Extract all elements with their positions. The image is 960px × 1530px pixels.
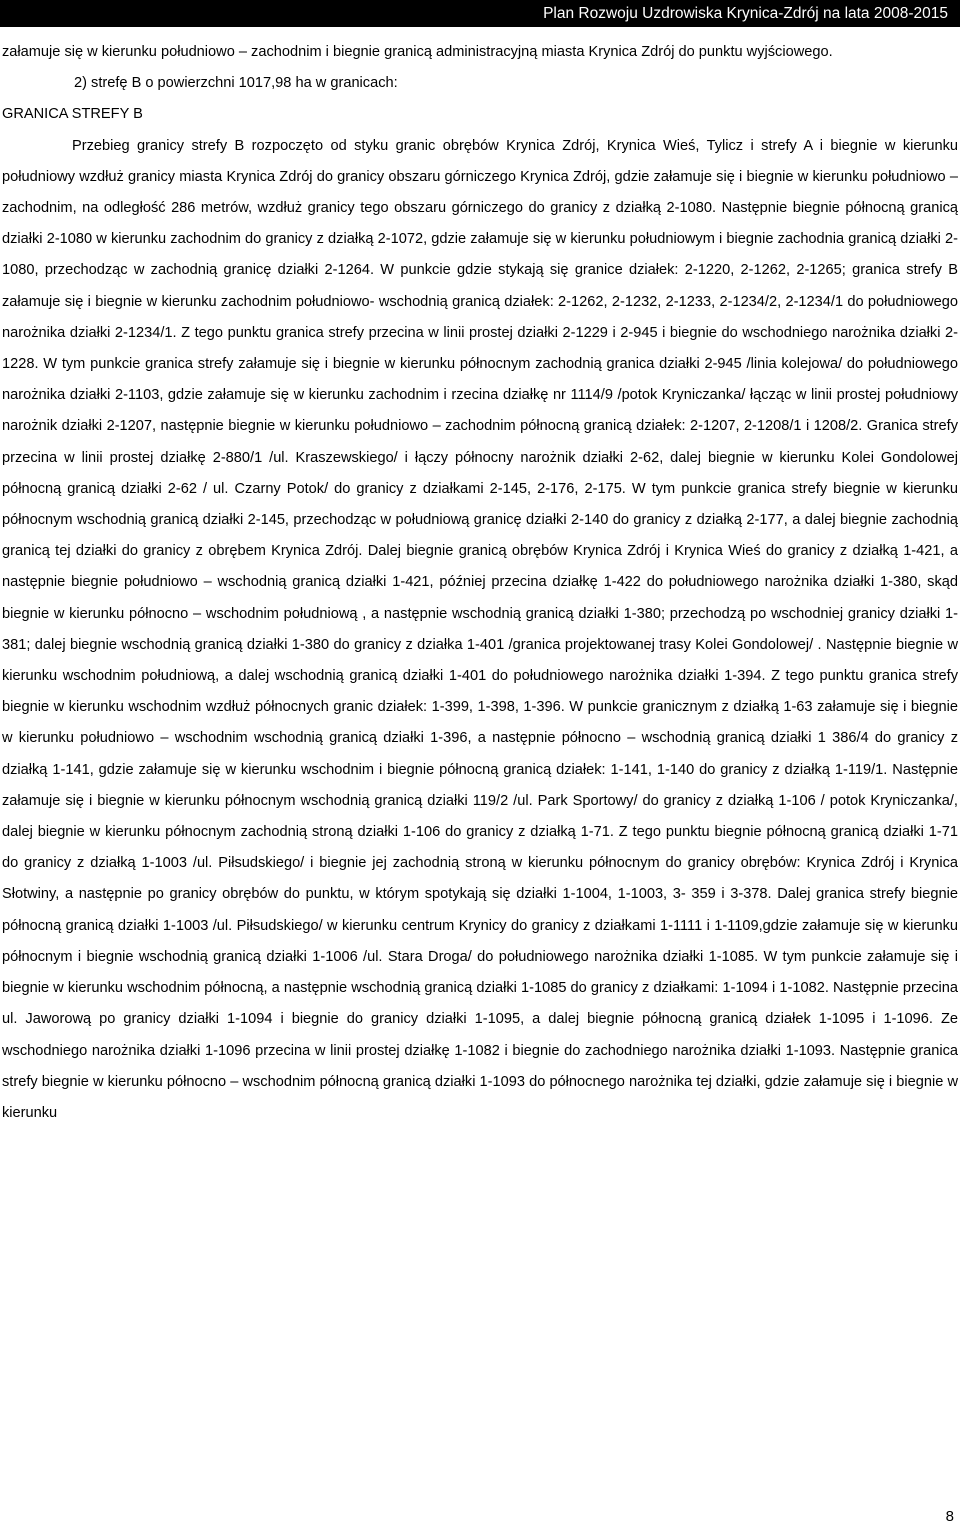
document-body <box>2 37 958 1129</box>
list-item-zone-b: 2) strefę B o powierzchni 1017,98 ha w granicach: <box>74 75 398 92</box>
page-header <box>0 0 960 27</box>
section-heading: GRANICA STREFY B <box>2 106 143 123</box>
boundary-description-paragraph: Przebieg granicy strefy B rozpoczęto od styku granic obrębów Krynica Zdrój, Krynica Wieś, Tylicz i strefy A i biegnie w kierunku południowy wzdłuż granicy miasta Krynica Zdrój do granicy obszaru górniczego Krynica Zdrój, gdzie załamuje się i biegnie w kierunku południowo – zachodnim, na odległość 286 metrów, wzdłuż granicy tego obszaru górniczego do granicy z działką 2-1080. Następnie biegnie północną granicą działki 2-1080 w kierunku zachodnim do granicy z działką 2-1072, gdzie załamuje się w kierunku południowym i biegnie zachodnia granicą działki 2-1080, przechodząc w zachodnią granicę działki 2-1264. W punkcie gdzie stykają się granice działek: 2-1220, 2-1262, 2-1265; granica strefy B załamuje się i biegnie w kierunku zachodnim południowo- wschodnią granicą działek: 2-1262, 2-1232, 2-1233, 2-1234/2, 2-1234/1 do południowego narożnika działki 2-1234/1. Z tego punktu granica strefy przecina w linii prostej działki 2-1229 i 2-945 i biegnie do wschodniego narożnika działki 2-1228. W tym punkcie granica strefy załamuje się i biegnie w kierunku północnym zachodnią granica działki 2-945 /linia kolejowa/ do południowego narożnika działki 2-1103, gdzie załamuje się w kierunku zachodnim i rzecina działkę nr 1114/9 /potok Kryniczanka/ łącząc w linii prostej południowy narożnik działki 2-1207, następnie biegnie w kierunku południowo – zachodnim północną granicą działek: 2-1207, 2-1208/1 i 1208/2. Granica strefy przecina w linii prostej działkę 2-880/1 /ul. Kraszewskiego/ i łączy północny narożnik działki 2-62, dalej biegnie w kierunku Kolei Gondolowej północną granicą działki 2-62 / ul. Czarny Potok/ do granicy z działkami 2-145, 2-176, 2-175. W tym punkcie granica strefy biegnie w kierunku północnym wschodnią granicą działki 2-145, przechodząc w południową granicę działki 2-140 do granicy z działką 2-177, a dalej biegnie zachodnią granicą tej działki do granicy z obrębem Krynica Zdrój. Dalej biegnie granicą obrębów Krynica Zdrój i Krynica Wieś do granicy z działką 1-421, a następnie biegnie południowo – wschodnią granicą działki 1-421, później przecina działkę 1-422 do południowego narożnika działki 1-380, skąd biegnie w kierunku północno – wschodnim południową , a następnie wschodnią granicą działki 1-380; przechodzą po wschodniej granicy działki 1-381; dalej biegnie wschodnią granicą działki 1-380 do granicy z działka 1-401 /granica projektowanej trasy Kolei Gondolowej/ . Następnie biegnie w kierunku wschodnim południową, a dalej wschodnią granicą działki 1-401 do południowego narożnika działki 1-394. Z tego punktu granica strefy biegnie w kierunku wschodnim wzdłuż północnych granic działek: 1-399, 1-398, 1-396. W punkcie granicznym z działką 1-63 załamuje się i biegnie w kierunku południowo – wschodnim wschodnią granicą działki 1-396, a następnie północno – wschodnią granicą działki 1 386/4 do granicy z działką 1-141, gdzie załamuje się w kierunku wschodnim i biegnie północną granicą działek: 1-141, 1-140 do granicy z działką 1-119/1. Następnie załamuje się i biegnie w kierunku północnym wschodnią granicą działki 119/2 /ul. Park Sportowy/ do granicy z działką 1-106 / potok Kryniczanka/, dalej biegnie w kierunku północnym zachodnią stroną działki 1-106 do granicy z działką 1-71. Z tego punktu biegnie północną granicą działki 1-71 do granicy z działką 1-1003 /ul. Piłsudskiego/ i biegnie jej zachodnią stroną w kierunku północnym do granicy obrębów: Krynica Zdrój i Krynica Słotwiny, a następnie po granicy obrębów do punktu, w którym spotykają się działki 1-1004, 1-1003, 3- 359 i 3-378. Dalej granica strefy biegnie północną granicą działki 1-1003 /ul. Piłsudskiego/ w kierunku centrum Krynicy do granicy z działkami 1-1111 i 1-1109,gdzie załamuje się w kierunku północnym i biegnie wschodnią granicą działki 1-1006 /ul. Stara Droga/ do południowego narożnika działki 1-1085. W tym punkcie załamuje się i biegnie w kierunku wschodnim północną, a następnie wschodnią granicą działki 1-1085 do granicy z działkami: 1-1094 i 1-1082. Następnie przecina ul. Jaworową po granicy działki 1-1094 i biegnie do granicy działki 1-1095, a dalej biegnie północną granicą działek 1-1095 i 1-1096. Ze wschodniego narożnika działki 1-1096 przecina w linii prostej działkę 1-1082 i biegnie do zachodniego narożnika działki 1-1093. Następnie granica strefy biegnie w kierunku północno – wschodnim północną granicą działki 1-1093 do północnego narożnika tej działki, gdzie załamuje się i biegnie w kierunku <box>2 137 958 1121</box>
page-number: 8 <box>945 1508 954 1525</box>
document-title: Plan Rozwoju Uzdrowiska Krynica-Zdrój na lata 2008-2015 <box>543 5 948 22</box>
intro-paragraph: załamuje się w kierunku południowo – zachodnim i biegnie granicą administracyjną miasta Krynica Zdrój do punktu wyjściowego. <box>2 44 833 60</box>
